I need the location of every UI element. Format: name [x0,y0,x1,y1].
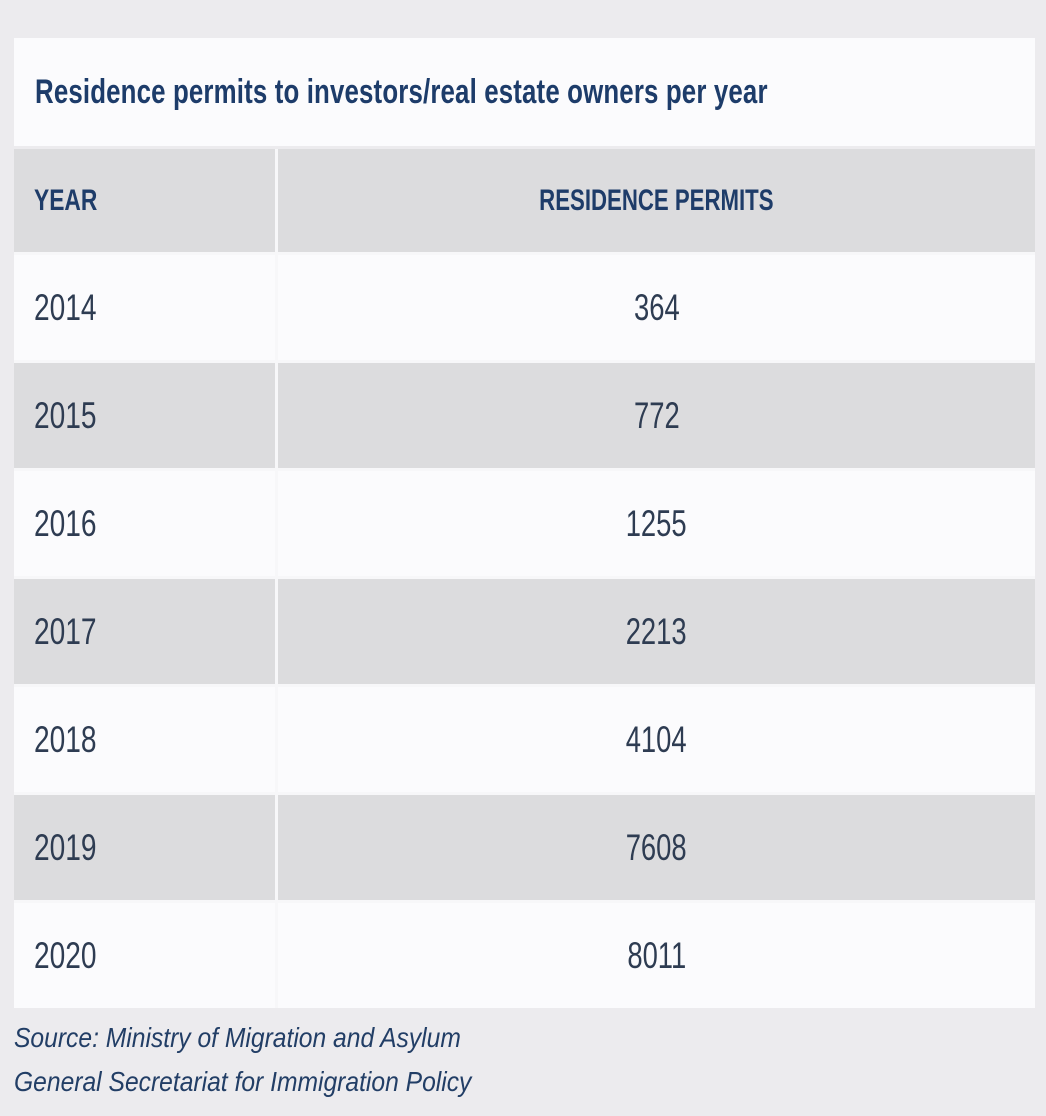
source-line-2-text: General Secretariat for Immigration Policy [14,1066,472,1097]
permits-cell-2014 [278,255,1035,360]
permits-value: 772 [633,394,680,436]
year-label: 2018 [34,718,97,760]
permits-value: 364 [633,286,680,328]
permits-cell-2018 [278,687,1035,792]
year-label: 2020 [34,934,97,976]
year-label: 2017 [34,610,97,652]
year-label: 2015 [34,394,97,436]
year-cell-2016 [14,471,275,576]
source-line-1 [14,1016,1035,1060]
permits-cell-2016 [278,471,1035,576]
year-label: 2019 [34,826,97,868]
permits-value: 1255 [626,502,687,544]
permits-value: 7608 [626,826,687,868]
year-cell-2017 [14,579,275,684]
column-header-year-label: YEAR [34,183,98,217]
column-header-year [14,149,275,252]
year-label: 2014 [34,286,97,328]
page-title: Residence permits to investors/real estate owners per year [35,72,768,111]
source-line-1-text: Source: Ministry of Migration and Asylum [14,1022,461,1053]
source-attribution [14,1016,1035,1104]
residence-permits-table [14,149,1035,1008]
year-cell-2015 [14,363,275,468]
permits-cell-2017 [278,579,1035,684]
title-card [14,38,1035,146]
source-line-2 [14,1060,1035,1104]
column-header-permits [278,149,1035,252]
year-cell-2018 [14,687,275,792]
permits-value: 2213 [626,610,687,652]
column-header-permits-label: RESIDENCE PERMITS [539,183,774,217]
year-cell-2020 [14,903,275,1008]
permits-value: 4104 [626,718,687,760]
year-cell-2014 [14,255,275,360]
permits-cell-2019 [278,795,1035,900]
year-cell-2019 [14,795,275,900]
permits-cell-2015 [278,363,1035,468]
year-label: 2016 [34,502,97,544]
permits-cell-2020 [278,903,1035,1008]
permits-value: 8011 [627,934,686,976]
